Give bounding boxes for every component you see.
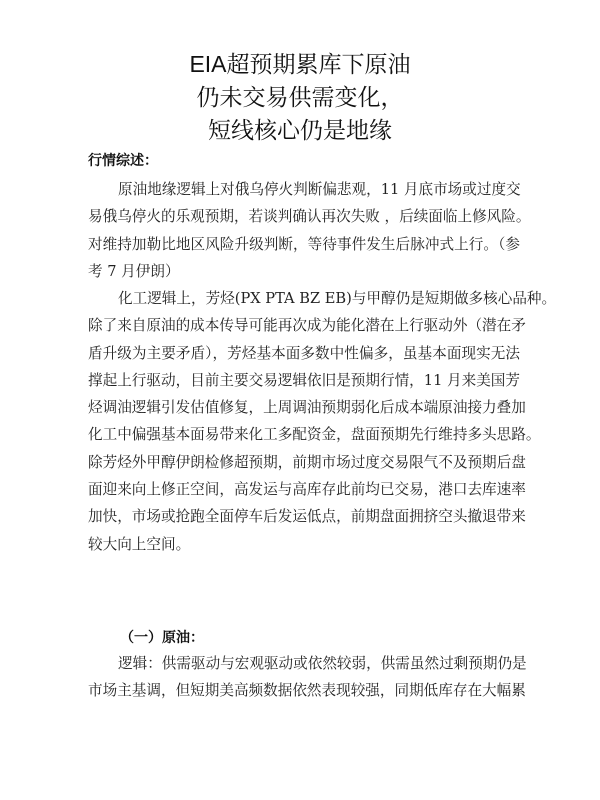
text-line: 原油地缘逻辑上对俄乌停火判断偏悲观，11 月底市场或过度交 [118,181,521,198]
text-line: 逻辑：供需驱动与宏观驱动或依然较弱，供需虽然过剩预期仍是 [118,655,527,672]
text-line: 面迎来向上修正空间，高发运与高库存此前均已交易，港口去库速率 [88,481,526,499]
text-line: 化工逻辑上，芳烃(PX PTA BZ EB)与甲醇仍是短期做多核心品种。 [118,290,557,307]
title-line-3: 短线核心仍是地缘 [208,117,392,143]
text-line: 较大向上空间。 [88,535,191,553]
text-line: 烃调油逻辑引发估值修复，上周调油预期弱化后成本端原油接力叠加 [88,399,526,417]
text-line: 加快，市场或抢跑全面停车后发运低点，前期盘面拥挤空头撤退带来 [88,508,526,526]
text-line: 市场主基调，但短期美高频数据依然表现较强，同期低库存在大幅累 [88,682,526,700]
paragraph-chemicals [88,285,557,558]
text-line: 盾升级为主要矛盾），芳烃基本面多数中性偏多，虽基本面现实无法 [88,344,520,362]
crude-heading: （一）原油： [120,630,204,646]
text-line: 易俄乌停火的乐观预期，若谈判确认再次失败 ，后续面临上修风险。 [88,208,531,226]
text-line: 对维持加勒比地区风险升级判断，等待事件发生后脉冲式上行。（参 [88,235,520,253]
title-line-2: 仍未交易供需变化， [196,84,404,110]
text-line: 撑起上行驱动，目前主要交易逻辑依旧是预期行情，11 月来美国芳 [88,371,520,389]
title-line-1: EIA超预期累库下原油 [189,51,411,77]
text-line: 除芳烃外甲醇伊朗检修超预期，前期市场过度交易限气不及预期后盘 [88,453,526,471]
paragraph-crude [88,650,527,705]
paragraph-geopolitics [88,176,531,285]
text-line: 化工中偏强基本面易带来化工多配资金，盘面预期先行维持多头思路。 [88,426,541,444]
document-title [0,48,600,147]
summary-heading: 行情综述： [88,153,158,169]
text-line: 除了来自原油的成本传导可能再次成为能化潜在上行驱动外（潜在矛 [88,317,526,335]
text-line: 考 7 月伊朗） [88,262,180,280]
